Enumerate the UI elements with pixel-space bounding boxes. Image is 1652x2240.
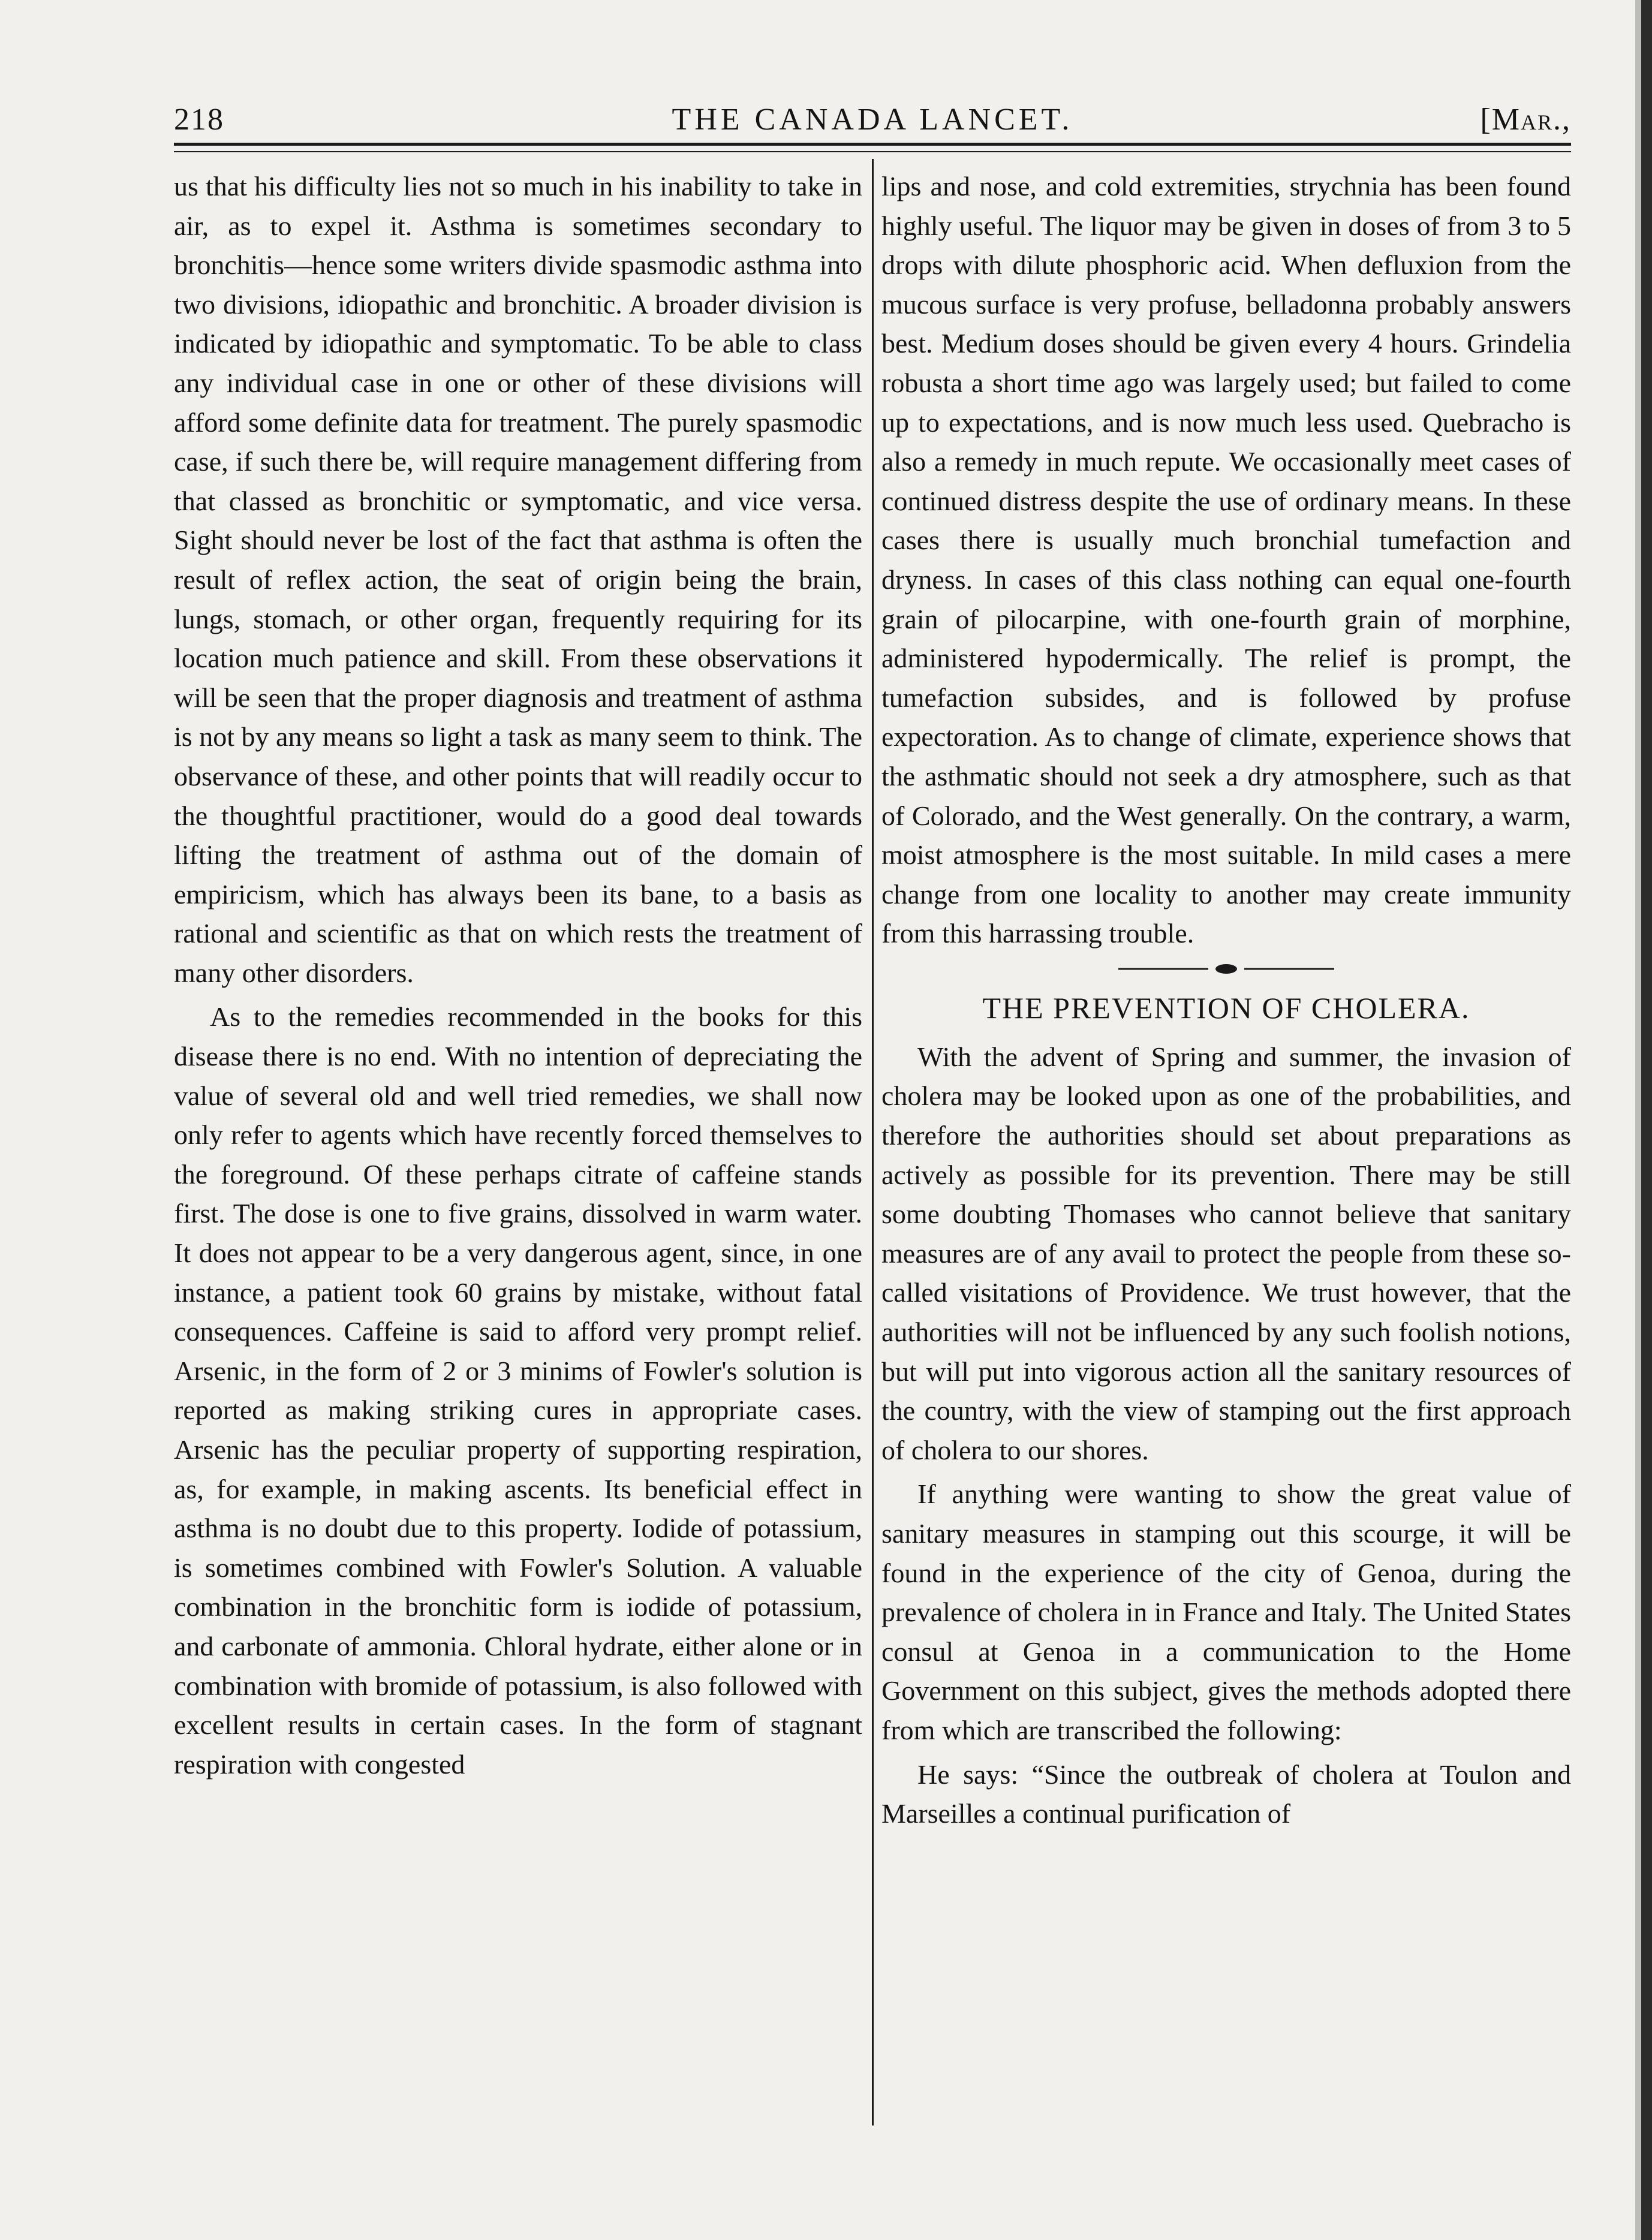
right-column <box>881 167 1571 1833</box>
page-number: 218 <box>174 103 224 137</box>
paragraph: lips and nose, and cold extremities, strychnia has been found highly useful. The liquor may be given in doses of from 3 to 5 drops with dilute phosphoric acid. When defluxion from the mucous surface is very profuse, belladonna probably answers best. Medium doses should be given every 4 hours. Grindelia robusta a short time ago was largely used; but failed to come up to expectations, and is now much less used. Quebracho is also a remedy in much repute. We occasionally meet cases of continued distress despite the use of ordinary means. In these cases there is usually much bronchial tumefaction and dryness. In cases of this class nothing can equal one-fourth grain of pilocarpine, with one-fourth grain of morphine, administered hypodermically. The relief is prompt, the tumefaction subsides, and is followed by profuse expectoration. As to change of climate, experience shows that the asthmatic should not seek a dry atmosphere, such as that of Colorado, and the West generally. On the contrary, a warm, moist atmosphere is the most suitable. In mild cases a mere change from one locality to another may create immunity from this harrassing trouble. <box>881 171 1571 949</box>
header-rule-thin <box>174 151 1571 152</box>
paragraph: He says: “Since the outbreak of cholera at Toulon and Marseilles a continual purification of <box>881 1759 1571 1829</box>
paragraph: As to the remedies recommended in the books for this disease there is no end. With no intention of depreciating the value of several old and well tried remedies, we shall now only refer to agents which have recently forced themselves to the foreground. Of these perhaps citrate of caffeine stands first. The dose is one to five grains, dissolved in warm water. It does not appear to be a very dangerous agent, since, in one instance, a patient took 60 grains by mistake, without fatal consequences. Caffeine is said to afford very prompt relief. Arsenic, in the form of 2 or 3 minims of Fowler's solution is reported as making striking cures in appropriate cases. Arsenic has the peculiar property of supporting respiration, as, for example, in making ascents. Its beneficial effect in asthma is no doubt due to this property. Iodide of potassium, is sometimes combined with Fowler's Solution. A valuable combination in the bronchitic form is iodide of potassium, and carbonate of ammonia. Chloral hydrate, either alone or in combination with bromide of potassium, is also followed with excellent results in certain cases. In the form of stagnant respiration with congested <box>174 1001 862 1780</box>
scan-edge-border <box>1641 0 1652 2240</box>
paragraph: If anything were wanting to show the great value of sanitary measures in stamping out this scourge, it will be found in the experience of the city of Genoa, during the prevalence of cholera in in France and Italy. The United States consul at Genoa in a communication to the Home Government on this subject, gives the methods adopted there from which are transcribed the following: <box>881 1479 1571 1745</box>
column-divider <box>872 159 874 2125</box>
section-divider-ornament <box>1118 957 1334 981</box>
left-column <box>174 167 862 1784</box>
page-header <box>174 96 1571 144</box>
section-title: THE PREVENTION OF CHOLERA. <box>982 990 1470 1025</box>
issue-month: [Mar., <box>1480 103 1571 137</box>
scan-edge-shadow <box>1635 0 1641 2240</box>
header-rule <box>174 143 1571 146</box>
journal-title: THE CANADA LANCET. <box>672 103 1073 137</box>
paragraph: us that his difficulty lies not so much in his inability to take in air, as to expel it. Asthma is sometimes secondary to bronchitis—hence some writers divide spasmodic asthma into two divisions, idiopathic and bronchitic. A broader division is indicated by idiopathic and symptomatic. To be able to class any individual case in one or other of these divisions will afford some definite data for treatment. The purely spasmodic case, if such there be, will require management differing from that classed as bronchitic or symptomatic, and vice versa. Sight should never be lost of the fact that asthma is often the result of reflex action, the seat of origin being the brain, lungs, stomach, or other organ, frequently requiring for its location much patience and skill. From these observations it will be seen that the proper diagnosis and treatment of asthma is not by any means so light a task as many seem to think. The observance of these, and other points that will readily occur to the thoughtful practitioner, would do a good deal towards lifting the treatment of asthma out of the domain of empiricism, which has always been its bane, to a basis as rational and scientific as that on which rests the treatment of many other disorders. <box>174 171 862 988</box>
paragraph: With the advent of Spring and summer, the invasion of cholera may be looked upon as one of the probabilities, and therefore the authorities should set about preparations as actively as possible for its prevention. There may be still some doubting Thomases who cannot believe that sanitary measures are of any avail to protect the people from these so-called visitations of Providence. We trust however, that the authorities will not be influenced by any such foolish notions, but will put into vigorous action all the sanitary resources of the country, with the view of stamping out the first approach of cholera to our shores. <box>881 1041 1571 1465</box>
